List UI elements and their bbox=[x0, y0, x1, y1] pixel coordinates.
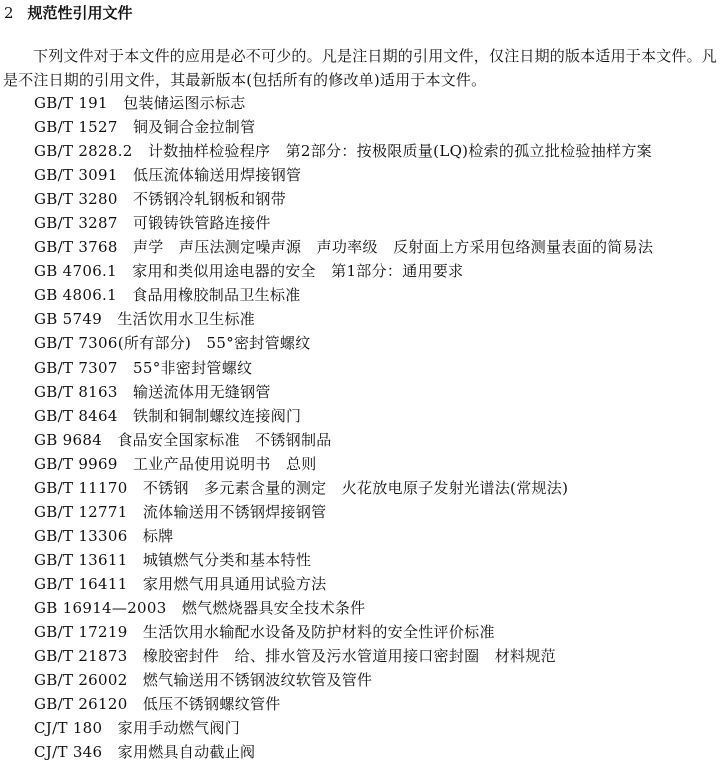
reference-item: GB 9684 食品安全国家标准 不锈钢制品 bbox=[34, 430, 332, 449]
reference-item: GB/T 3280 不锈钢冷轧钢板和钢带 bbox=[34, 190, 287, 209]
reference-item: GB/T 3768 声学 声压法测定噪声源 声功率级 反射面上方采用包络测量表面的简易法 bbox=[34, 238, 654, 257]
reference-item: GB/T 2828.2 计数抽样检验程序 第2部分：按极限质量(LQ)检索的孤立批检验抽样方案 bbox=[34, 142, 652, 161]
reference-item: GB/T 191 包装储运图示标志 bbox=[34, 94, 246, 112]
reference-item: GB/T 26120 低压不锈钢螺纹管件 bbox=[34, 695, 281, 714]
section-number: 2 bbox=[4, 4, 14, 22]
reference-item: GB/T 8464 铁制和铜制螺纹连接阀门 bbox=[34, 406, 302, 425]
reference-item: GB/T 11170 不锈钢 多元素含量的测定 火花放电原子发射光谱法(常规法) bbox=[34, 478, 569, 497]
reference-item: GB/T 3091 低压流体输送用焊接钢管 bbox=[34, 166, 302, 185]
reference-item: GB 5749 生活饮用水卫生标准 bbox=[34, 310, 256, 329]
reference-item: GB/T 26002 燃气输送用不锈钢波纹软管及管件 bbox=[34, 671, 373, 690]
reference-item: GB 16914—2003 燃气燃烧器具安全技术条件 bbox=[34, 598, 366, 617]
reference-item: GB/T 13306 标牌 bbox=[34, 526, 174, 545]
reference-item: CJ/T 346 家用燃具自动截止阀 bbox=[34, 743, 256, 762]
reference-item: GB 4706.1 家用和类似用途电器的安全 第1部分：通用要求 bbox=[34, 262, 464, 281]
section-title: 规范性引用文件 bbox=[27, 4, 133, 22]
reference-item: GB/T 17219 生活饮用水输配水设备及防护材料的安全性评价标准 bbox=[34, 623, 495, 642]
reference-item: GB/T 3287 可锻铸铁管路连接件 bbox=[34, 214, 271, 233]
reference-item: GB/T 9969 工业产品使用说明书 总则 bbox=[34, 454, 317, 473]
reference-item: GB/T 7306(所有部分) 55°密封管螺纹 bbox=[34, 334, 311, 353]
reference-item: GB/T 13611 城镇燃气分类和基本特性 bbox=[34, 550, 312, 569]
reference-item: GB/T 8163 输送流体用无缝钢管 bbox=[34, 382, 271, 401]
reference-item: GB 4806.1 食品用橡胶制品卫生标准 bbox=[34, 286, 301, 305]
reference-list bbox=[34, 91, 653, 764]
reference-item: GB/T 7307 55°非密封管螺纹 bbox=[34, 358, 253, 377]
intro-paragraph: 下列文件对于本文件的应用是必不可少的。凡是注日期的引用文件，仅注日期的版本适用于本文件。凡是不注日期的引用文件，其最新版本(包括所有的修改单)适用于本文件。 bbox=[3, 47, 718, 89]
reference-item: GB/T 21873 橡胶密封件 给、排水管及污水管道用接口密封圈 材料规范 bbox=[34, 647, 556, 666]
section-heading bbox=[4, 3, 133, 23]
reference-item: GB/T 1527 铜及铜合金拉制管 bbox=[34, 118, 256, 137]
reference-item: GB/T 16411 家用燃气用具通用试验方法 bbox=[34, 574, 327, 593]
reference-item: GB/T 12771 流体输送用不锈钢焊接钢管 bbox=[34, 502, 327, 521]
reference-item: CJ/T 180 家用手动燃气阀门 bbox=[34, 719, 241, 738]
